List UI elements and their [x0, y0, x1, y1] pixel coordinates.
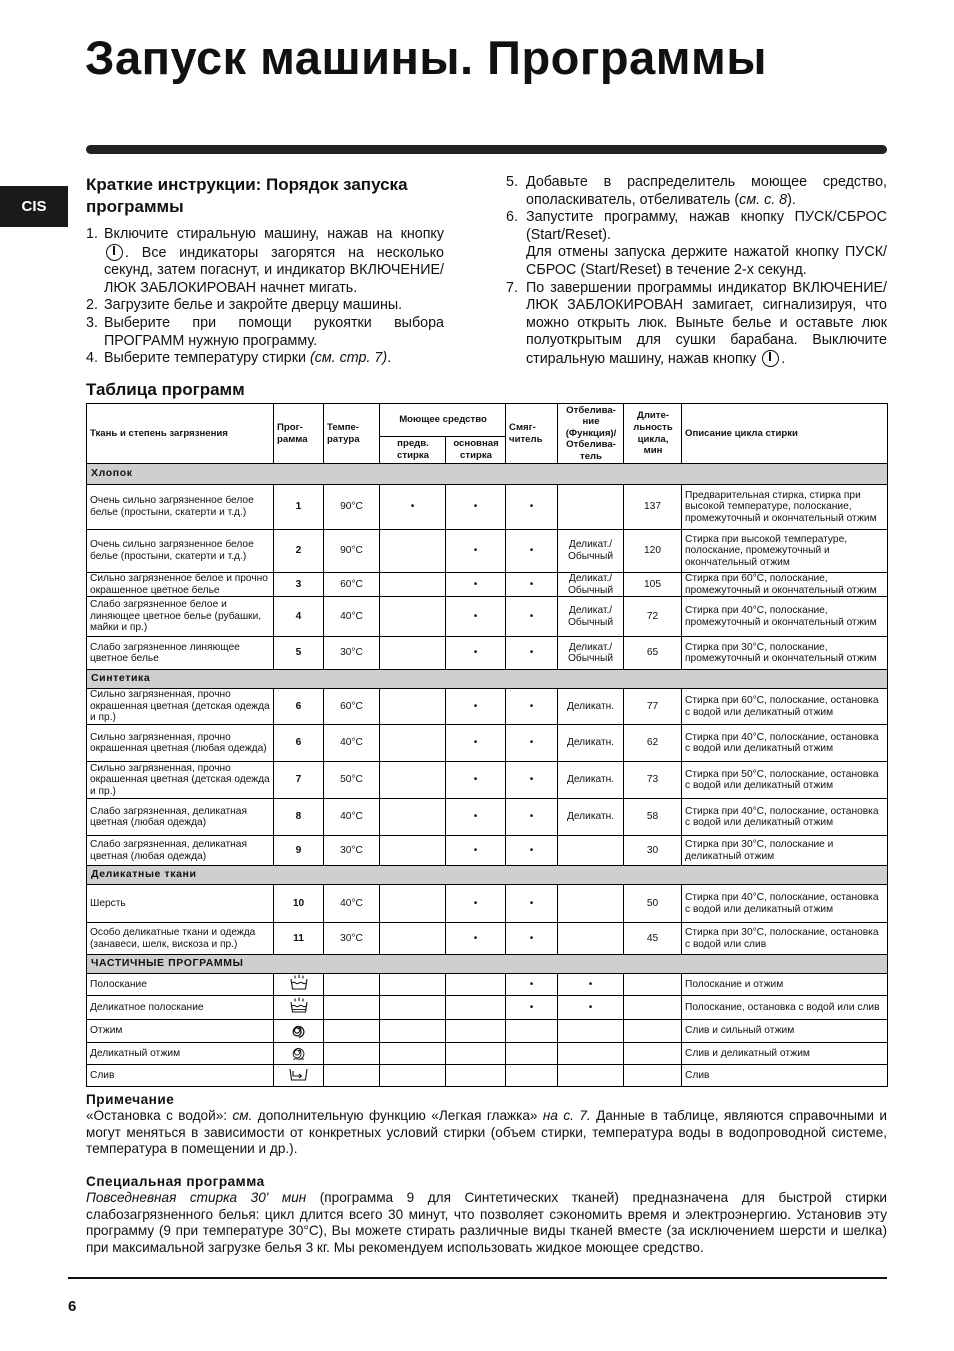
instruction-item: [506, 209, 887, 279]
section-title: ЧАСТИЧНЫЕ ПРОГРАММЫ: [87, 955, 888, 974]
header-program: Прог-рамма: [274, 404, 324, 464]
cell-prewash: [380, 885, 446, 923]
cell-duration: 58: [624, 799, 682, 836]
note-text: [86, 1108, 887, 1157]
section-band: [87, 866, 888, 885]
cell-duration: 137: [624, 485, 682, 530]
instruction-item: [86, 315, 444, 350]
cell-softener: •: [506, 597, 558, 637]
table-row: [87, 1065, 888, 1087]
delicate-rinse-icon: [290, 997, 308, 1018]
header-description: Описание цикла стирки: [682, 404, 888, 464]
cell-program: [274, 996, 324, 1020]
cell-bleach: Деликат./ Обычный: [558, 637, 624, 670]
cell-duration: 50: [624, 885, 682, 923]
cell-duration: 62: [624, 725, 682, 762]
cell-fabric: Сильно загрязненное белое и прочно окрашенное цветное белье: [87, 573, 274, 597]
cell-main-wash: •: [446, 799, 506, 836]
cell-bleach: •: [558, 996, 624, 1020]
program-table-body: [87, 464, 888, 1087]
cell-program: 3: [274, 573, 324, 597]
item-text: ).: [787, 191, 796, 208]
item-text: Загрузите белье и закройте дверцу машины.: [104, 297, 403, 314]
cell-main-wash: •: [446, 885, 506, 923]
cell-duration: 105: [624, 573, 682, 597]
cell-bleach: Деликатн.: [558, 725, 624, 762]
item-text: Выберите при помощи рукоятки выбора ПРОГРАММ нужную программу.: [104, 314, 444, 349]
cell-bleach: Деликатн.: [558, 799, 624, 836]
page-reference: см. с. 8: [739, 191, 788, 208]
table-row: [87, 1043, 888, 1065]
table-row: [87, 725, 888, 762]
cell-program: 5: [274, 637, 324, 670]
cell-temperature: [324, 1065, 380, 1087]
cell-softener: •: [506, 762, 558, 799]
cell-main-wash: [446, 1065, 506, 1087]
quick-instructions-heading: Краткие инструкции: Порядок запуска программы: [86, 175, 408, 216]
cell-duration: [624, 1065, 682, 1087]
table-row: [87, 923, 888, 955]
cell-prewash: •: [380, 485, 446, 530]
cell-fabric: Слабо загрязненное линяющее цветное белье: [87, 637, 274, 670]
table-row: [87, 689, 888, 725]
cell-duration: 30: [624, 836, 682, 866]
item-text: .: [781, 350, 786, 367]
header-detergent: Моющее средство: [380, 404, 506, 437]
cell-program: 6: [274, 725, 324, 762]
item-number: 7.: [506, 279, 518, 296]
power-icon: [106, 244, 123, 261]
instruction-item: [86, 350, 444, 368]
special-program-name: Повседневная стирка 30' мин: [86, 1190, 307, 1206]
cell-duration: 45: [624, 923, 682, 955]
cell-description: Стирка при 40°C, полоскание, остановка с водой или деликатный отжим: [682, 725, 888, 762]
cell-temperature: [324, 1043, 380, 1065]
page-reference: (см. стр. 7): [309, 350, 388, 367]
section-title: Хлопок: [87, 464, 888, 485]
cell-softener: [506, 1043, 558, 1065]
cell-bleach: Деликат./ Обычный: [558, 573, 624, 597]
cell-softener: [506, 1065, 558, 1087]
instructions-list: [86, 226, 444, 368]
cell-softener: •: [506, 530, 558, 573]
cell-bleach: Деликат./ Обычный: [558, 597, 624, 637]
instruction-item: [86, 297, 444, 315]
cell-fabric: Слабо загрязненное белое и линяющее цветное белье (рубашки, майки и пр.): [87, 597, 274, 637]
cell-program: [274, 1043, 324, 1065]
cell-temperature: 40°C: [324, 885, 380, 923]
cell-prewash: [380, 1065, 446, 1087]
region-tab: CIS: [0, 186, 68, 227]
drain-icon: [289, 1065, 308, 1086]
cell-prewash: [380, 836, 446, 866]
cell-program: 7: [274, 762, 324, 799]
cell-prewash: [380, 923, 446, 955]
instructions-list-continued: [506, 174, 887, 369]
program-table: [86, 403, 888, 1087]
cell-bleach: [558, 485, 624, 530]
note-text-part: см.: [232, 1108, 253, 1124]
item-text: Включите стиральную машину, нажав на кнопку: [104, 226, 444, 242]
table-row: [87, 637, 888, 670]
cell-main-wash: •: [446, 762, 506, 799]
cell-program: [274, 1065, 324, 1087]
cell-description: Слив: [682, 1065, 888, 1087]
cell-main-wash: •: [446, 530, 506, 573]
cell-bleach: [558, 885, 624, 923]
special-program-heading: Специальная программа: [86, 1174, 265, 1189]
cell-temperature: 50°C: [324, 762, 380, 799]
table-row: [87, 799, 888, 836]
cell-program: 11: [274, 923, 324, 955]
cell-program: 8: [274, 799, 324, 836]
cell-fabric: Сильно загрязненная, прочно окрашенная цветная (детская одежда и пр.): [87, 689, 274, 725]
cell-softener: •: [506, 485, 558, 530]
table-row: [87, 836, 888, 866]
header-fabric: Ткань и степень загрязнения: [87, 404, 274, 464]
delicate-spin-icon: [290, 1043, 307, 1064]
cell-prewash: [380, 1043, 446, 1065]
section-band: [87, 955, 888, 974]
table-row: [87, 573, 888, 597]
cell-softener: •: [506, 725, 558, 762]
cell-softener: •: [506, 573, 558, 597]
cell-program: 6: [274, 689, 324, 725]
cell-main-wash: •: [446, 923, 506, 955]
cell-softener: •: [506, 885, 558, 923]
cell-softener: •: [506, 689, 558, 725]
item-number: 4.: [86, 350, 98, 367]
section-title: Деликатные ткани: [87, 866, 888, 885]
cell-prewash: [380, 799, 446, 836]
cell-temperature: 90°C: [324, 530, 380, 573]
cell-description: Стирка при 40°C, полоскание, промежуточный и окончательный отжим: [682, 597, 888, 637]
note-text-part: дополнительную функцию «Легкая глажка»: [252, 1108, 543, 1124]
note-section: [86, 1092, 887, 1158]
cell-prewash: [380, 637, 446, 670]
cell-description: Стирка при 60°C, полоскание, промежуточный и окончательный отжим: [682, 573, 888, 597]
note-heading: Примечание: [86, 1092, 175, 1107]
item-number: 6.: [506, 209, 518, 226]
table-row: [87, 762, 888, 799]
cell-temperature: 60°C: [324, 573, 380, 597]
cell-description: Стирка при высокой температуре, полоскание, промежуточный и окончательный отжим: [682, 530, 888, 573]
cell-temperature: 40°C: [324, 597, 380, 637]
cell-temperature: 30°C: [324, 637, 380, 670]
cell-description: Стирка при 30°C, полоскание и деликатный отжим: [682, 836, 888, 866]
cell-softener: •: [506, 974, 558, 996]
cell-description: Стирка при 40°C, полоскание, остановка с водой или деликатный отжим: [682, 885, 888, 923]
cell-description: Предварительная стирка, стирка при высокой температуре, полоскание, промежуточный и окончательный отжим: [682, 485, 888, 530]
instruction-item: [506, 174, 887, 209]
cell-fabric: Деликатный отжим: [87, 1043, 274, 1065]
item-text: .: [387, 350, 392, 367]
cell-bleach: •: [558, 974, 624, 996]
cell-prewash: [380, 762, 446, 799]
cell-temperature: 60°C: [324, 689, 380, 725]
cell-bleach: [558, 836, 624, 866]
header-bleach: Отбелива-ние (Функция)/ Отбелива-тель: [558, 404, 624, 464]
cell-temperature: 40°C: [324, 725, 380, 762]
cell-program: 10: [274, 885, 324, 923]
cell-fabric: Полоскание: [87, 974, 274, 996]
cell-duration: 77: [624, 689, 682, 725]
cell-fabric: Сильно загрязненная, прочно окрашенная цветная (детская одежда и пр.): [87, 762, 274, 799]
cell-description: Стирка при 40°C, полоскание, остановка с водой или деликатный отжим: [682, 799, 888, 836]
cell-main-wash: •: [446, 597, 506, 637]
section-band: [87, 670, 888, 689]
cell-fabric: Отжим: [87, 1020, 274, 1043]
rinse-icon: [290, 974, 308, 995]
cell-temperature: [324, 996, 380, 1020]
cell-temperature: 40°C: [324, 799, 380, 836]
cell-description: Слив и деликатный отжим: [682, 1043, 888, 1065]
item-text: . Все индикаторы загорятся на несколько секунд, затем погаснут, и индикатор ВКЛЮЧЕНИЕ/ЛЮК ЗАБЛОКИРОВАН начнет мигать.: [104, 244, 444, 296]
cell-description: Полоскание, остановка с водой или слив: [682, 996, 888, 1020]
special-program-description: (программа 9 для Синтетических тканей) предназначена для быстрой стирки слабозагрязненного белья: цикл длится всего 30 минут, что позволяет сэкономить время и электроэнергию. Установив эту программу (9 при температуре 30°C), Вы можете стирать различные виды тканей вместе (за исключением шерсти и шелка) при максимальной загрузке белья 3 кг. Мы рекомендуем использовать жидкое моющее средство.: [86, 1190, 887, 1255]
cell-prewash: [380, 689, 446, 725]
cell-temperature: 30°C: [324, 923, 380, 955]
program-table-heading: Таблица программ: [86, 380, 245, 399]
table-row: [87, 485, 888, 530]
item-text: По завершении программы индикатор ВКЛЮЧЕНИЕ/ЛЮК ЗАБЛОКИРОВАН замигает, сигнализируя, что можно открыть люк. Выньте белье и оставьте люк полуоткрытым для сушки барабана. Выключите стиральную машину, нажав кнопку: [526, 279, 887, 367]
cell-prewash: [380, 530, 446, 573]
table-row: [87, 996, 888, 1020]
page-number: 6: [68, 1298, 77, 1315]
cell-softener: •: [506, 836, 558, 866]
cell-fabric: Очень сильно загрязненное белое белье (простыни, скатерти и т.д.): [87, 530, 274, 573]
page-title: Запуск машины. Программы: [85, 31, 767, 84]
cell-bleach: Деликатн.: [558, 689, 624, 725]
cell-program: 2: [274, 530, 324, 573]
header-prewash: предв. стирка: [380, 437, 446, 464]
table-row: [87, 597, 888, 637]
cell-main-wash: [446, 996, 506, 1020]
spin-icon: [290, 1021, 307, 1042]
cell-program: 4: [274, 597, 324, 637]
cell-fabric: Особо деликатные ткани и одежда (занавеси, шелк, вискоза и пр.): [87, 923, 274, 955]
table-row: [87, 530, 888, 573]
note-text-part: Данные в таблице, являются справочными и могут меняться в зависимости от конкретных условий стирки (объем стирки, температура воды в водопроводной системе, температура в помещении и др.).: [86, 1108, 887, 1157]
cell-fabric: Слабо загрязненная, деликатная цветная (любая одежда): [87, 836, 274, 866]
item-number: 1.: [86, 226, 98, 242]
header-duration: Длите-льность цикла, мин: [624, 404, 682, 464]
cell-fabric: Деликатное полоскание: [87, 996, 274, 1020]
item-number: 3.: [86, 314, 98, 331]
cell-main-wash: •: [446, 637, 506, 670]
cell-bleach: [558, 1043, 624, 1065]
cell-prewash: [380, 597, 446, 637]
cell-main-wash: •: [446, 725, 506, 762]
cell-softener: •: [506, 637, 558, 670]
title-divider: [86, 145, 887, 154]
table-row: [87, 1020, 888, 1043]
cell-temperature: [324, 974, 380, 996]
cell-duration: 72: [624, 597, 682, 637]
cell-bleach: Деликатн.: [558, 762, 624, 799]
cell-duration: 120: [624, 530, 682, 573]
cell-duration: [624, 1043, 682, 1065]
cell-temperature: 90°C: [324, 485, 380, 530]
cell-prewash: [380, 974, 446, 996]
instructions-left-column: [86, 174, 444, 368]
cell-bleach: Деликат./ Обычный: [558, 530, 624, 573]
cell-fabric: Слив: [87, 1065, 274, 1087]
cell-program: [274, 1020, 324, 1043]
cell-prewash: [380, 573, 446, 597]
cell-prewash: [380, 725, 446, 762]
cell-main-wash: •: [446, 573, 506, 597]
item-number: 5.: [506, 174, 518, 190]
cell-prewash: [380, 1020, 446, 1043]
cell-main-wash: •: [446, 485, 506, 530]
item-text: Для отмены запуска держите нажатой кнопку ПУСК/СБРОС (Start/Reset) в течение 2-х секунд.: [526, 244, 887, 278]
special-program-section: [86, 1174, 887, 1256]
cell-bleach: [558, 1065, 624, 1087]
cell-description: Стирка при 60°C, полоскание, остановка с водой или деликатный отжим: [682, 689, 888, 725]
cell-description: Стирка при 50°C, полоскание, остановка с водой или деликатный отжим: [682, 762, 888, 799]
cell-fabric: Сильно загрязненная, прочно окрашенная цветная (любая одежда): [87, 725, 274, 762]
note-text-part: «Остановка с водой»:: [86, 1108, 233, 1124]
item-text: Выберите температуру стирки: [104, 350, 310, 367]
cell-description: Полоскание и отжим: [682, 974, 888, 996]
cell-duration: 65: [624, 637, 682, 670]
cell-duration: 73: [624, 762, 682, 799]
item-text: Запустите программу, нажав кнопку ПУСК/СБРОС (Start/Reset).: [526, 209, 887, 243]
cell-softener: •: [506, 923, 558, 955]
footer-divider: [68, 1277, 887, 1279]
cell-fabric: Шерсть: [87, 885, 274, 923]
power-icon: [762, 350, 779, 367]
instructions-right-column: [506, 174, 887, 369]
cell-softener: •: [506, 799, 558, 836]
cell-softener: [506, 1020, 558, 1043]
cell-main-wash: •: [446, 836, 506, 866]
section-band: [87, 464, 888, 485]
cell-prewash: [380, 996, 446, 1020]
cell-duration: [624, 1020, 682, 1043]
cell-program: 1: [274, 485, 324, 530]
cell-description: Слив и сильный отжим: [682, 1020, 888, 1043]
cell-fabric: Очень сильно загрязненное белое белье (простыни, скатерти и т.д.): [87, 485, 274, 530]
item-text: Добавьте в распределитель моющее средство, ополаскиватель, отбеливатель (: [526, 174, 887, 208]
instruction-item: [506, 280, 887, 369]
header-main-wash: основная стирка: [446, 437, 506, 464]
cell-program: 9: [274, 836, 324, 866]
instruction-item: [86, 226, 444, 297]
header-softener: Смяг-читель: [506, 404, 558, 464]
cell-fabric: Слабо загрязненная, деликатная цветная (любая одежда): [87, 799, 274, 836]
cell-temperature: 30°C: [324, 836, 380, 866]
cell-description: Стирка при 30°C, полоскание, промежуточный и окончательный отжим: [682, 637, 888, 670]
cell-main-wash: [446, 1020, 506, 1043]
table-row: [87, 885, 888, 923]
cell-bleach: [558, 923, 624, 955]
cell-duration: [624, 974, 682, 996]
cell-main-wash: [446, 974, 506, 996]
note-text-part: на с. 7.: [542, 1108, 591, 1124]
section-title: Синтетика: [87, 670, 888, 689]
table-row: [87, 974, 888, 996]
item-number: 2.: [86, 297, 98, 314]
cell-description: Стирка при 30°C, полоскание, остановка с водой или слив: [682, 923, 888, 955]
cell-duration: [624, 996, 682, 1020]
cell-softener: •: [506, 996, 558, 1020]
cell-bleach: [558, 1020, 624, 1043]
cell-main-wash: •: [446, 689, 506, 725]
cell-main-wash: [446, 1043, 506, 1065]
cell-temperature: [324, 1020, 380, 1043]
header-temperature: Темпе-ратура: [324, 404, 380, 464]
special-program-text: [86, 1190, 887, 1256]
cell-program: [274, 974, 324, 996]
